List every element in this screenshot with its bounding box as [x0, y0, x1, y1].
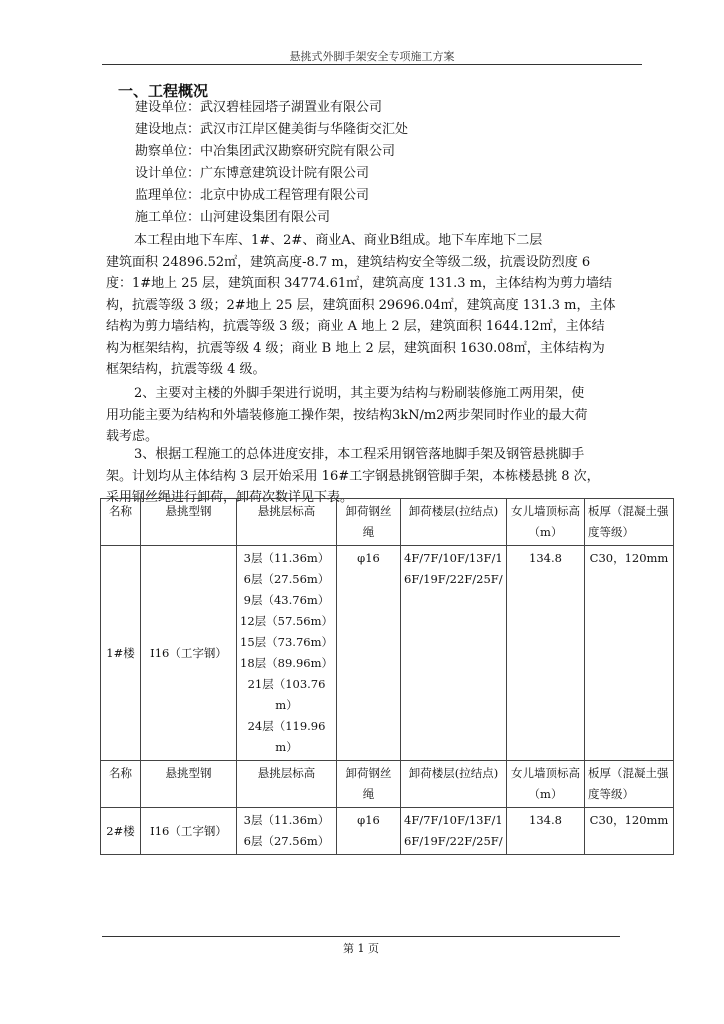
parapet-elevation-cell: 134.8 — [507, 546, 585, 761]
paragraph-line: 3、根据工程施工的总体进度安排，本工程采用钢管落地脚手架及钢管悬挑脚手 — [134, 447, 585, 462]
table-header-row — [101, 499, 674, 546]
slab-cell: C30，120mm — [585, 808, 674, 855]
rope-cell: φ16 — [337, 546, 401, 761]
level-entry: 18层（89.96m） — [240, 656, 333, 670]
steel-type-cell: I16（工字钢） — [141, 546, 237, 761]
level-entry: 6层（27.56m） — [243, 834, 330, 848]
footer-divider — [102, 936, 620, 937]
paragraph-line: 框架结构，抗震等级 4 级。 — [106, 362, 266, 377]
header-cell: 女儿墙顶标高（m） — [507, 761, 585, 808]
header-divider — [102, 64, 642, 65]
paragraph-line: 用功能主要为结构和外墙装修施工操作架，按结构3kN/m2两步架同时作业的最大荷 — [106, 407, 588, 423]
header-cell: 女儿墙顶标高（m） — [507, 499, 585, 546]
cantilever-levels-cell — [237, 546, 337, 761]
header-cell: 板厚（混凝土强度等级） — [585, 761, 674, 808]
level-entry: 6层（27.56m） — [243, 572, 330, 586]
info-line-contractor: 施工单位：山河建设集团有限公司 — [135, 210, 331, 225]
level-entry: 3层（11.36m） — [243, 551, 330, 565]
info-line-construction-unit: 建设单位：武汉碧桂园塔子湖置业有限公司 — [135, 100, 383, 115]
steel-type-cell: I16（工字钢） — [141, 808, 237, 855]
paragraph-line: 构，抗震等级 3 级；2#地上 25 层，建筑面积 29696.04㎡，建筑高度 131.3 m，主体 — [106, 297, 616, 313]
header-cell: 悬挑型钢 — [141, 499, 237, 546]
header-cell: 卸荷钢丝绳 — [337, 761, 401, 808]
cantilever-levels-cell — [237, 808, 337, 855]
parapet-elevation-cell: 134.8 — [507, 808, 585, 855]
level-entry: 9层（43.76m） — [243, 593, 330, 607]
paragraph-line: 建筑面积 24896.52㎡，建筑高度-8.7 m，建筑结构安全等级二级，抗震设防烈度 6 — [106, 254, 591, 270]
paragraph-overview — [106, 230, 638, 381]
paragraph-line: 构为框架结构，抗震等级 4 级；商业 B 地上 2 层，建筑面积 1630.08㎡，主体结构为 — [106, 340, 605, 356]
cantilever-schedule-table — [100, 498, 674, 855]
info-line-supervision-unit: 监理单位：北京中协成工程管理有限公司 — [135, 188, 370, 203]
unload-floors-cell: 4F/7F/10F/13F/16F/19F/22F/25F/ — [401, 808, 507, 855]
paragraph-line: 度：1#地上 25 层，建筑面积 34774.61㎡，建筑高度 131.3 m，主体结构为剪力墙结 — [106, 276, 612, 291]
table-row — [101, 808, 674, 855]
info-line-survey-unit: 勘察单位：中冶集团武汉勘察研究院有限公司 — [135, 144, 396, 159]
rope-cell: φ16 — [337, 808, 401, 855]
level-entry: 15层（73.76m） — [240, 635, 333, 649]
info-line-design-unit: 设计单位：广东博意建筑设计院有限公司 — [135, 166, 370, 181]
info-line-site: 建设地点：武汉市江岸区健美街与华隆街交汇处 — [135, 122, 409, 137]
level-entry: 12层（57.56m） — [240, 614, 333, 628]
header-cell: 悬挑层标高 — [237, 761, 337, 808]
header-cell: 卸荷楼层(拉结点) — [401, 761, 507, 808]
header-cell: 悬挑层标高 — [237, 499, 337, 546]
paragraph-line: 2、主要对主楼的外脚手架进行说明，其主要为结构与粉刷装修施工两用架，使 — [134, 386, 585, 401]
level-entry: 21层（103.76m） — [247, 677, 326, 712]
paragraph-scaffold-purpose — [106, 383, 638, 448]
unload-floors-cell: 4F/7F/10F/13F/16F/19F/22F/25F/ — [401, 546, 507, 761]
building-name-cell: 1#楼 — [101, 546, 141, 761]
header-cell: 卸荷钢丝绳 — [337, 499, 401, 546]
paragraph-line: 架。计划均从主体结构 3 层开始采用 16#工字钢悬挑钢管脚手架，本栋楼悬挑 8 次， — [106, 468, 600, 484]
header-cell: 名称 — [101, 499, 141, 546]
paragraph-line: 采用钢丝绳进行卸荷，卸荷次数详见下表。 — [106, 490, 354, 505]
page-header: 悬挑式外脚手架安全专项施工方案 — [289, 50, 455, 63]
level-entry: 24层（119.96m） — [247, 719, 326, 754]
paragraph-line: 结构为剪力墙结构，抗震等级 3 级；商业 A 地上 2 层，建筑面积 1644.12㎡，主体结 — [106, 319, 605, 334]
table-row — [101, 546, 674, 761]
header-cell: 悬挑型钢 — [141, 761, 237, 808]
table-header-row — [101, 761, 674, 808]
paragraph-line: 载考虑。 — [106, 429, 159, 444]
paragraph-line: 本工程由地下车库、1#、2#、商业A、商业B组成。地下车库地下二层 — [134, 233, 543, 248]
header-cell: 卸荷楼层(拉结点) — [401, 499, 507, 546]
header-cell: 板厚（混凝土强度等级） — [585, 499, 674, 546]
slab-cell: C30，120mm — [585, 546, 674, 761]
page-number: 第 1 页 — [343, 942, 379, 955]
header-cell: 名称 — [101, 761, 141, 808]
section-title: 一、工程概况 — [118, 82, 209, 100]
level-entry: 3层（11.36m） — [243, 813, 330, 827]
building-name-cell: 2#楼 — [101, 808, 141, 855]
